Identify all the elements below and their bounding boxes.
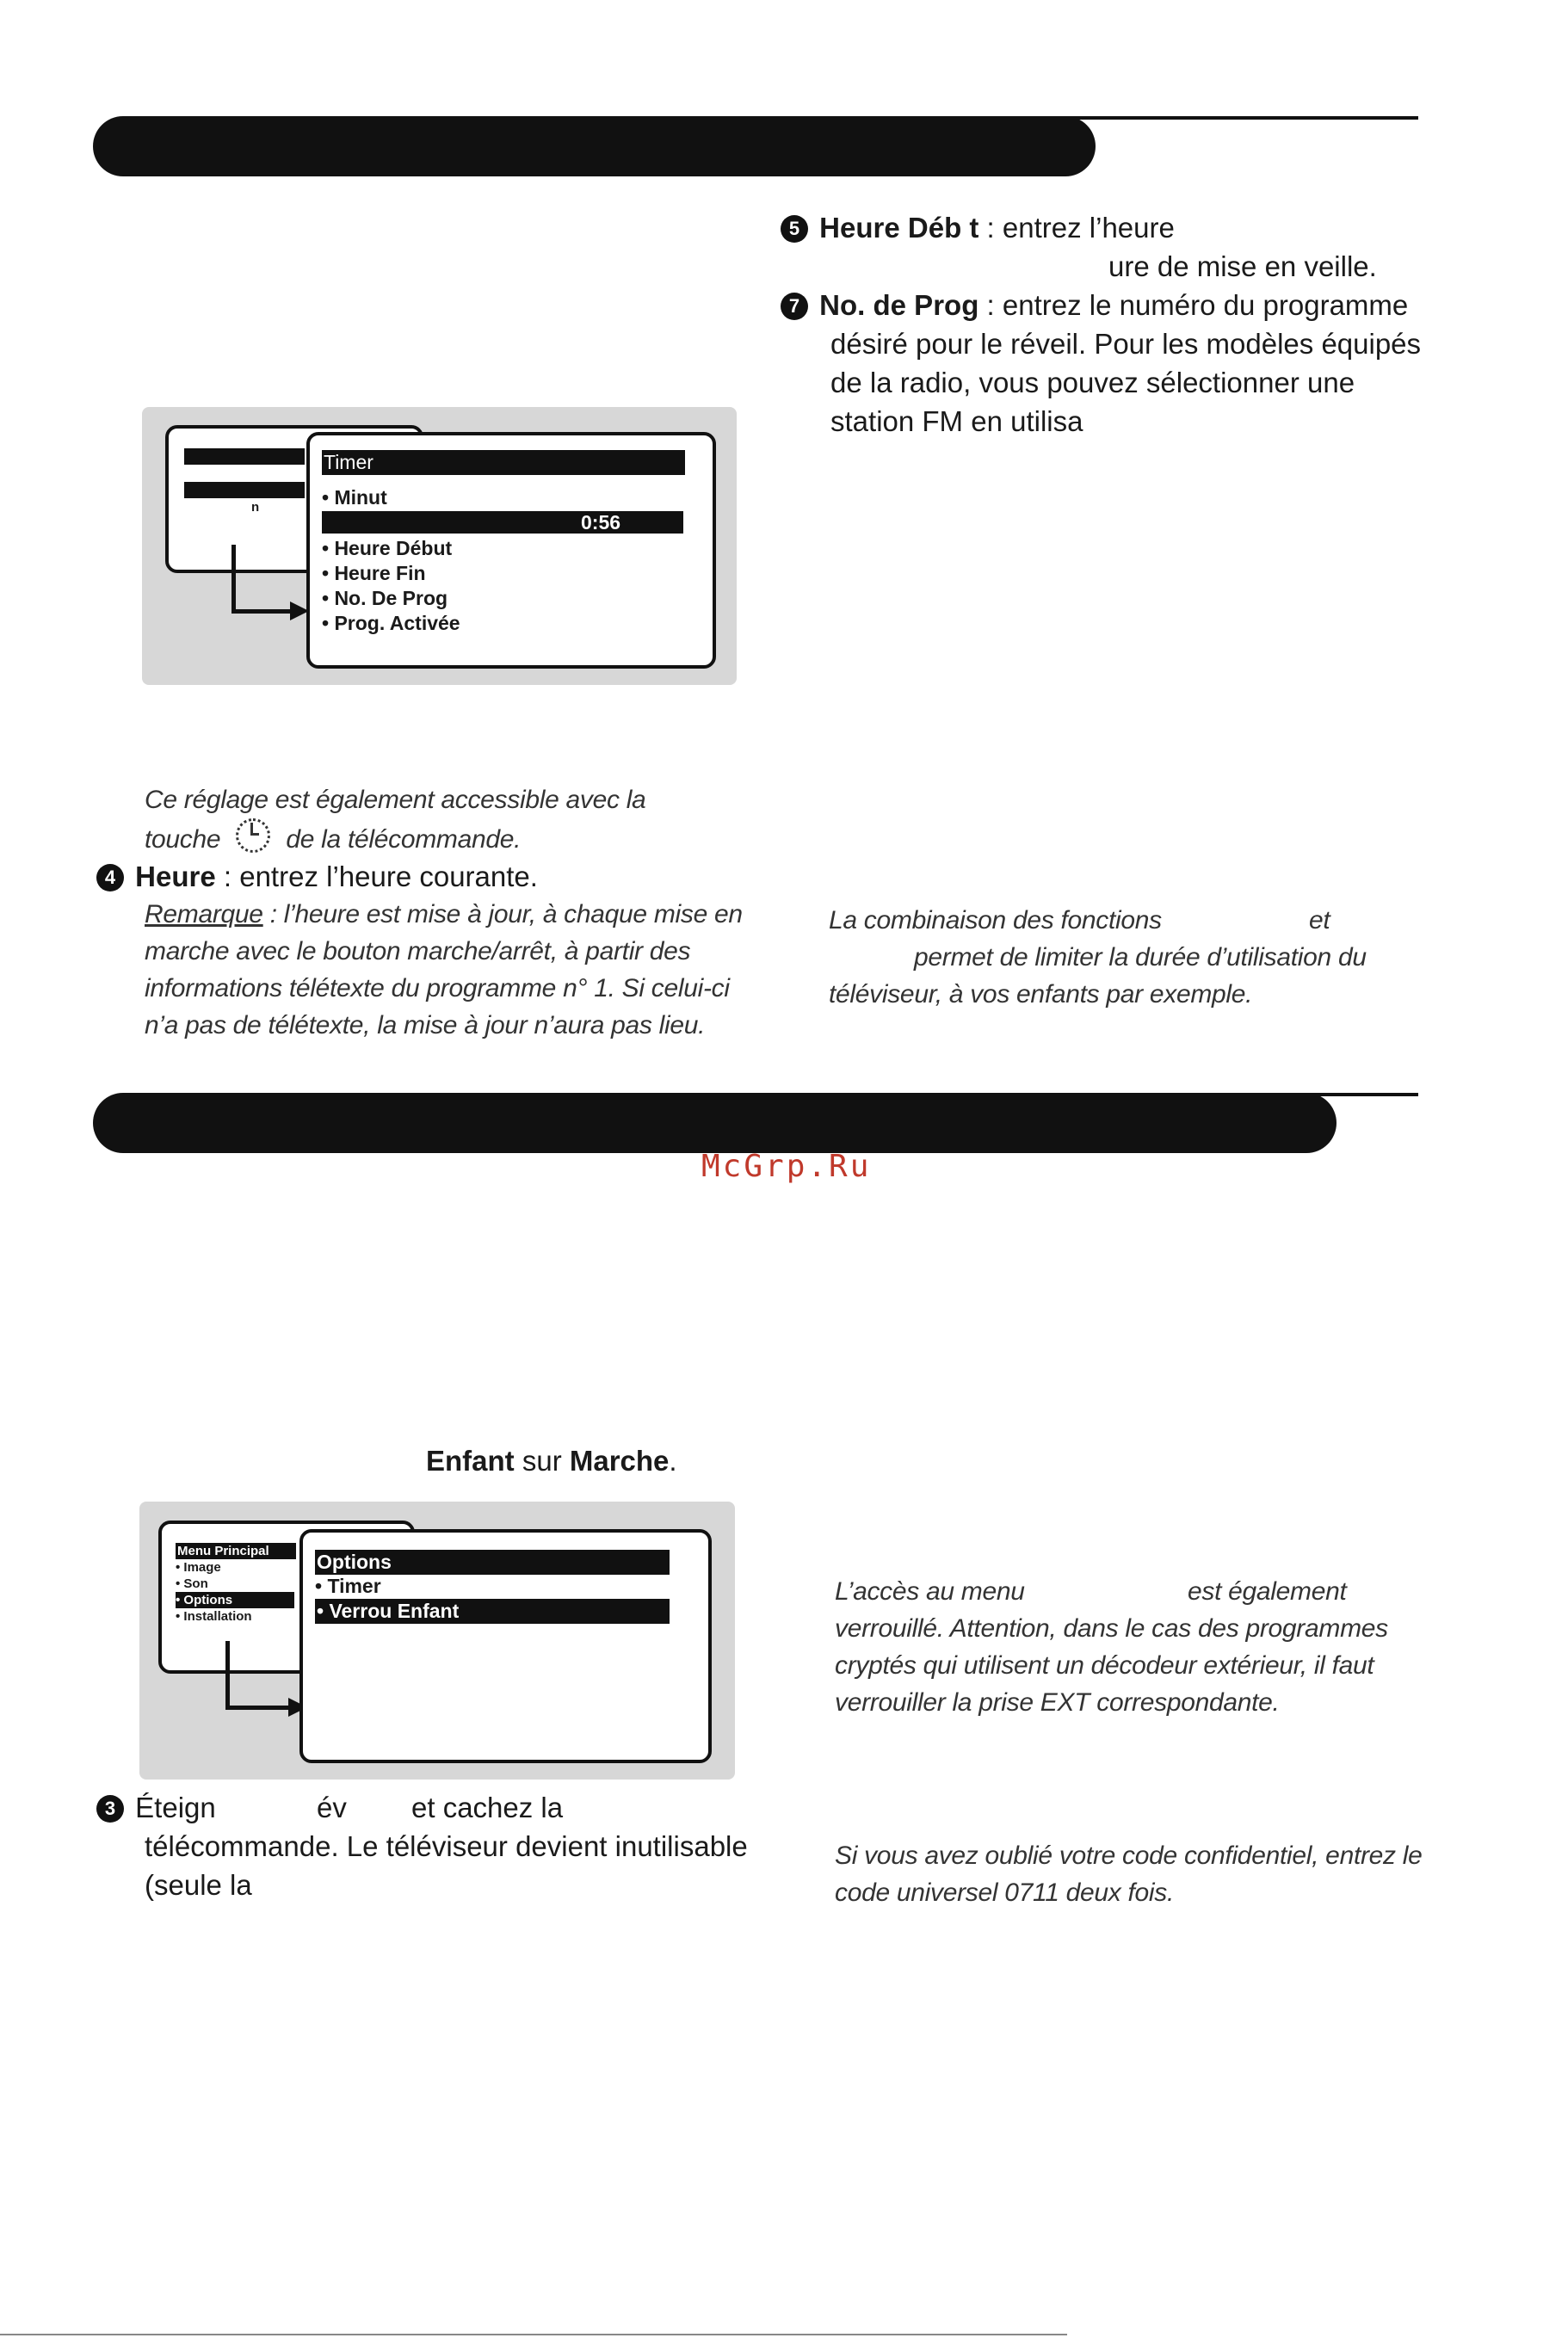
options-submenu-box bbox=[299, 1529, 712, 1763]
arrow-vertical-2 bbox=[225, 1641, 230, 1710]
options-title: Options bbox=[315, 1550, 670, 1575]
item-3-word-3: et cachez la bbox=[411, 1792, 564, 1823]
acces-line-2: verrouillé. Attention, dans le cas des programmes bbox=[835, 1614, 1388, 1643]
options-item-timer: • Timer bbox=[315, 1575, 381, 1597]
main-menu-item-options: • Options bbox=[176, 1592, 294, 1608]
combinaison-line-2: permet de limiter la durée d’utilisation du bbox=[914, 943, 1367, 972]
options-menu-illustration bbox=[139, 1502, 735, 1780]
item-5-heure-debut bbox=[781, 208, 1426, 247]
timer-title: Timer bbox=[322, 450, 685, 475]
combinaison-line-3: téléviseur, à vos enfants par exemple. bbox=[829, 980, 1253, 1009]
section-header-rule-verrou bbox=[1291, 1093, 1418, 1096]
timer-item-heure-debut: • Heure Début bbox=[322, 537, 453, 559]
item-5-text: : entrez l’heure bbox=[978, 212, 1175, 244]
remarque-line-1 bbox=[145, 896, 743, 933]
section-header-bar-verrou bbox=[93, 1093, 1337, 1153]
item-4-heure bbox=[96, 857, 538, 896]
code-line-2: code universel 0711 deux fois. bbox=[835, 1878, 1175, 1907]
code-line-1: Si vous avez oublié votre code confidentiel, entrez le bbox=[835, 1841, 1423, 1870]
section-header-bar-timer bbox=[93, 116, 1096, 176]
remarque-label: Remarque bbox=[145, 900, 263, 928]
main-menu-letter: n bbox=[251, 500, 260, 515]
arrow-horizontal-2 bbox=[225, 1706, 290, 1710]
note-line-2 bbox=[145, 818, 521, 858]
remarque-line-4: n’a pas de télétexte, la mise à jour n’aura pas lieu. bbox=[145, 1011, 706, 1039]
timer-menu-illustration bbox=[142, 407, 737, 685]
timer-highlight-row bbox=[322, 511, 683, 534]
step-5-badge: 5 bbox=[781, 215, 808, 243]
item-7-text: : entrez le numéro du programme bbox=[978, 289, 1409, 321]
marche-bold: Marche bbox=[569, 1445, 670, 1477]
acces-line-3: cryptés qui utilisent un décodeur extérieur, il faut bbox=[835, 1651, 1374, 1680]
acces-line-1b: est également bbox=[1188, 1577, 1347, 1606]
item-7-line3: de la radio, vous pouvez sélectionner une bbox=[830, 367, 1355, 398]
item-7-no-de-prog bbox=[781, 286, 1435, 324]
item-3-line-2: télécommande. Le téléviseur devient inutilisable bbox=[145, 1830, 748, 1862]
section-header-rule-timer bbox=[1033, 116, 1418, 120]
main-menu-title: Menu Principal bbox=[176, 1543, 296, 1559]
step-7-badge: 7 bbox=[781, 293, 808, 320]
note-touche: touche bbox=[145, 825, 221, 854]
item-4-text: : entrez l’heure courante. bbox=[215, 861, 538, 892]
main-menu-item-son: • Son bbox=[176, 1576, 208, 1591]
timer-item-minut: • Minut bbox=[322, 486, 387, 509]
timer-item-heure-fin: • Heure Fin bbox=[322, 562, 426, 584]
item-3-line-1 bbox=[96, 1788, 216, 1827]
item-7-line2: désiré pour le réveil. Pour les modèles équipés bbox=[830, 328, 1422, 360]
combinaison-line-1b: et bbox=[1309, 906, 1330, 935]
item-3-word-1: Éteign bbox=[135, 1792, 216, 1823]
item-3-line-3: (seule la bbox=[145, 1869, 252, 1901]
main-menu-item-installation: • Installation bbox=[176, 1609, 252, 1624]
item-5-label: Heure Déb t bbox=[819, 212, 979, 244]
step-4-badge: 4 bbox=[96, 864, 124, 891]
item-7-line4: station FM en utilisa bbox=[830, 405, 1083, 437]
main-menu-item-image: • Image bbox=[176, 1560, 221, 1575]
watermark: McGrp.Ru bbox=[701, 1149, 872, 1184]
item-5-line2: ure de mise en veille. bbox=[1108, 250, 1377, 282]
main-menu-bar-2 bbox=[184, 482, 305, 498]
arrow-vertical bbox=[231, 545, 236, 614]
arrow-horizontal bbox=[231, 609, 292, 614]
remarque-line-2: marche avec le bouton marche/arrêt, à partir des bbox=[145, 937, 691, 965]
combinaison-line-1a: La combinaison des fonctions bbox=[829, 906, 1162, 935]
item-4-label: Heure bbox=[135, 861, 216, 892]
enfant-sur-marche bbox=[426, 1441, 677, 1480]
acces-line-4: verrouiller la prise EXT correspondante. bbox=[835, 1688, 1280, 1717]
main-menu-bar-1 bbox=[184, 448, 305, 465]
timer-clock-icon bbox=[236, 818, 270, 853]
enfant-bold: Enfant bbox=[426, 1445, 515, 1477]
note-telecommande: de la télécommande. bbox=[286, 825, 522, 854]
period: . bbox=[669, 1445, 677, 1477]
footer-rule bbox=[0, 2334, 1067, 2335]
timer-item-prog-activee: • Prog. Activée bbox=[322, 612, 460, 634]
item-3-word-2: év bbox=[317, 1792, 347, 1823]
timer-highlight-value: 0:56 bbox=[581, 511, 621, 534]
timer-submenu-box bbox=[306, 432, 716, 669]
options-item-verrou-enfant: • Verrou Enfant bbox=[315, 1599, 670, 1624]
timer-item-no-de-prog: • No. De Prog bbox=[322, 587, 448, 609]
step-3-badge: 3 bbox=[96, 1795, 124, 1823]
item-7-label: No. de Prog bbox=[819, 289, 979, 321]
acces-line-1a: L’accès au menu bbox=[835, 1577, 1025, 1606]
remarque-text-1: : l’heure est mise à jour, à chaque mise en bbox=[262, 900, 743, 928]
remarque-line-3: informations télétexte du programme n° 1. Si celui-ci bbox=[145, 974, 730, 1002]
sur-text: sur bbox=[514, 1445, 570, 1477]
note-line-1: Ce réglage est également accessible avec la bbox=[145, 786, 646, 814]
